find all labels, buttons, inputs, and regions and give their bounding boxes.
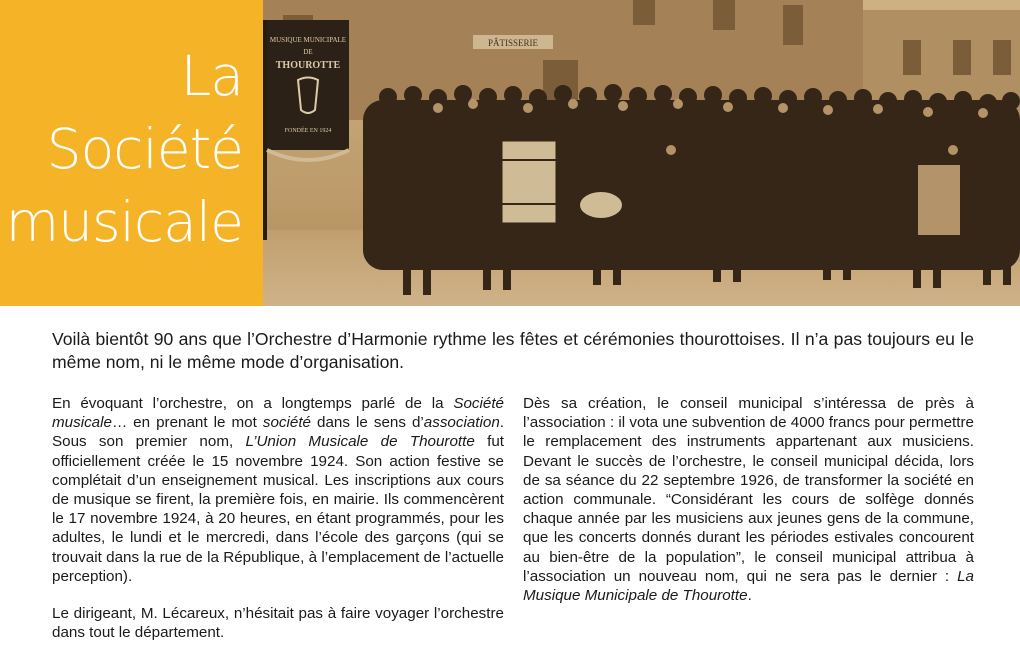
text-run: .	[747, 587, 752, 605]
italic-run: association	[423, 414, 500, 432]
banner-text-line-4: FONDÉE EN 1924	[284, 128, 332, 134]
title-line-1: La	[180, 44, 243, 108]
right-paragraph-1	[523, 394, 974, 605]
page-title	[6, 40, 243, 259]
band-photo-illustration	[263, 0, 1020, 306]
italic-run: L’Union Musicale de Thourotte	[245, 433, 475, 451]
title-block	[0, 0, 263, 306]
left-paragraph-2: Le dirigeant, M. Lécareux, n’hésitait pas à faire voyager l’orchestre dans tout le département.	[52, 605, 504, 642]
text-run: dans le sens d’	[310, 414, 424, 432]
title-line-3: musicale	[5, 190, 243, 254]
text-run: fut officiellement créée le 15 novembre 1924. Son action festive se complétait d’un enseignement musical. Les inscriptions aux cours de musique se firent, la première fois, en mairie. Ils commencèrent le 17 novembre 1924, à 20 heures, en étant programmés, pour les adultes, le lundi et le mercredi, dans l’école des garçons (qui se trouvait dans la rue de la République, à l’emplacement de l’actuelle perception).	[52, 433, 504, 585]
text-run: En évoquant l’orchestre, on a longtemps parlé de la	[52, 395, 454, 412]
shop-sign: PÂTISSERIE	[487, 38, 539, 48]
text-run: . Sous son premier nom,	[52, 414, 505, 451]
banner-text-line-2: DE	[303, 48, 313, 56]
text-run: … en prenant le mot	[111, 414, 263, 432]
text-run: Dès sa création, le conseil municipal s’intéressa de près à l’association : il vota une subvention de 4000 francs pour permettre le remplacement des instruments appartenant aux musiciens. Devant le succès de l’orchestre, le conseil municipal décida, lors de sa séance du 22 septembre 1926, de transformer la société en action communale. “Considérant les cours de solfège donnés chaque année par les musiciens aux jeunes gens de la commune, que les concerts donnés durant les périodes estivales concourent au bien-être de la population”, le conseil municipal attribua à l’association un nouveau nom, qui ne sera pas le dernier :	[523, 395, 974, 585]
italic-run: La Musique Municipale de Thourotte	[523, 567, 974, 605]
title-line-2: Société	[46, 117, 243, 181]
left-paragraph-1	[52, 394, 504, 586]
intro-paragraph: Voilà bientôt 90 ans que l’Orchestre d’Harmonie rythme les fêtes et cérémonies thourottoises. Il n’a pas toujours eu le même nom, ni le même mode d’organisation.	[52, 329, 974, 372]
historical-band-photo	[263, 0, 1020, 306]
banner-text-line-3: THOUROTTE	[275, 60, 341, 71]
left-column	[52, 394, 504, 642]
right-column	[523, 394, 974, 605]
italic-run: société	[262, 414, 311, 432]
italic-run: Société musicale	[52, 395, 504, 432]
banner-text-line-1: MUSIQUE MUNICIPALE	[269, 36, 347, 44]
